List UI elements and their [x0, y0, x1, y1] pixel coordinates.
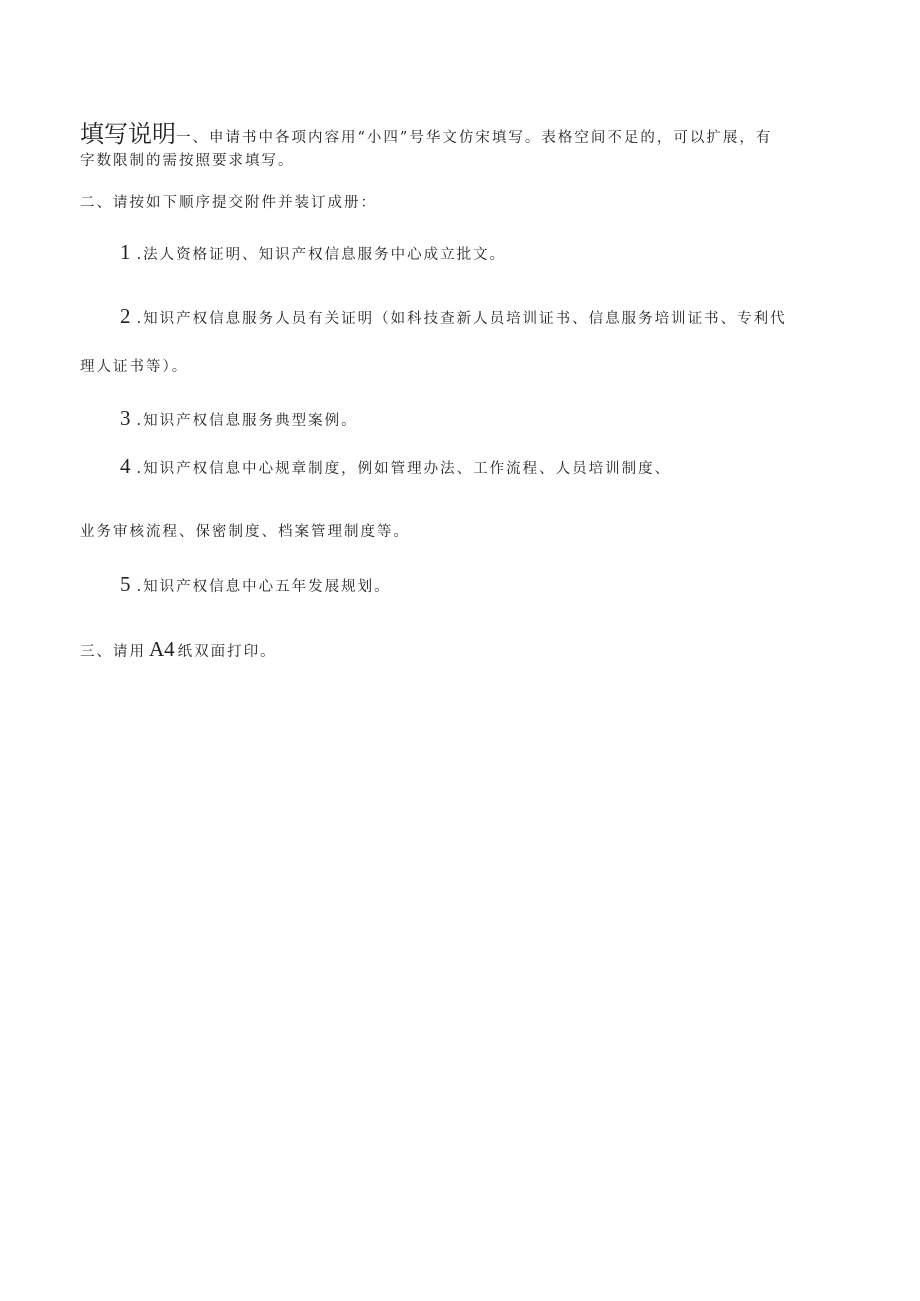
- section-3-prefix: 三、请用: [80, 644, 146, 660]
- section-3-suffix: 纸双面打印。: [177, 644, 277, 660]
- item-number: 5: [120, 572, 131, 596]
- list-item-2: [120, 304, 787, 329]
- list-item-5: [120, 572, 391, 597]
- section-1-line-1: [80, 114, 772, 149]
- item-number: 4: [120, 454, 131, 478]
- section-2-heading: 二、请按如下顺序提交附件并装订成册：: [80, 195, 377, 211]
- section-1-text: 一、申请书中各项内容用“小四”号华文仿宋填写。表格空间不足的，可以扩展，有: [176, 130, 773, 146]
- section-1-line-2: 字数限制的需按照要求填写。: [80, 153, 295, 169]
- document-title: 填写说明: [80, 120, 176, 148]
- item-text: .知识产权信息服务人员有关证明（如科技查新人员培训证书、信息服务培训证书、专利代: [136, 311, 787, 327]
- item-text: .法人资格证明、知识产权信息服务中心成立批文。: [136, 247, 507, 263]
- item-text: .知识产权信息中心五年发展规划。: [136, 579, 391, 595]
- item-text: .知识产权信息中心规章制度，例如管理办法、工作流程、人员培训制度、: [136, 461, 672, 477]
- list-item-3: [120, 406, 358, 431]
- list-item-4: [120, 454, 671, 479]
- item-text: .知识产权信息服务典型案例。: [136, 413, 358, 429]
- paper-size: A4: [149, 637, 175, 661]
- item-number: 1: [120, 240, 131, 264]
- list-item-1: [120, 240, 506, 265]
- section-3: [80, 637, 277, 662]
- list-item-4-continuation: 业务审核流程、保密制度、档案管理制度等。: [80, 524, 410, 540]
- item-number: 2: [120, 304, 131, 328]
- item-number: 3: [120, 406, 131, 430]
- list-item-2-continuation: 理人证书等）。: [80, 359, 189, 375]
